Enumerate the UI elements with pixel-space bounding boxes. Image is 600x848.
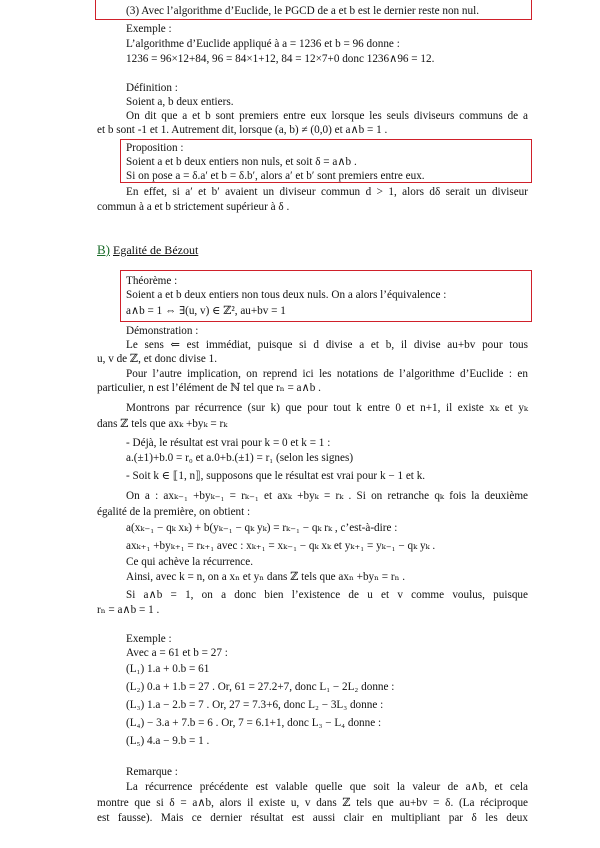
text-line: et b sont -1 et 1. Autrement dit, lorsque (a, b) ≠ (0,0) et a∧b = 1 .	[97, 124, 388, 136]
text-line: (L₄) − 3.a + 7.b = 6 . Or, 7 = 6.1+1, donc L₃ − L₄ donne :	[126, 717, 382, 729]
text-line: Si on pose a = δ.a′ et b = δ.b′, alors a′ et b′ sont premiers entre eux.	[126, 170, 425, 182]
text-line: Pour l’autre implication, on reprend ici les notations de l’algorithme d’Euclide : en	[126, 368, 528, 380]
text-line: 1236 = 96×12+84, 96 = 84×1+12, 84 = 12×7+0 donc 1236∧96 = 12.	[126, 53, 435, 65]
text-line: Théorème :	[126, 275, 178, 287]
text-line: On dit que a et b sont premiers entre eux lorsque les seuls diviseurs communs de a	[126, 110, 528, 122]
text-line: commun à a et b strictement supérieur à δ .	[97, 201, 290, 213]
text-line: Avec a = 61 et b = 27 :	[126, 647, 228, 659]
text-line: La récurrence précédente est valable quelle que soit la valeur de a∧b, et cela	[126, 781, 528, 793]
text-line: a∧b = 1 ⇔ ∃(u, v) ∈ ℤ², au+bv = 1	[126, 305, 286, 317]
section-heading	[97, 243, 198, 257]
section-title: Egalité de Bézout	[113, 243, 199, 257]
text-line: (L₃) 1.a − 2.b = 7 . Or, 27 = 7.3+6, donc L₂ − 3L₃ donne :	[126, 699, 384, 711]
text-line: (L₂) 0.a + 1.b = 27 . Or, 61 = 27.2+7, donc L₁ − 2L₂ donne :	[126, 681, 395, 693]
text-line: Si a∧b = 1, on a donc bien l’existence de u et v comme voulus, puisque	[126, 589, 528, 601]
text-line: a(xₖ₋₁ − qₖ xₖ) + b(yₖ₋₁ − qₖ yₖ) = rₖ₋₁ − qₖ rₖ , c’est-à-dire :	[126, 522, 398, 534]
text-line: En effet, si a′ et b′ avaient un diviseur commun d > 1, alors dδ serait un diviseur	[126, 186, 528, 198]
text-line: Définition :	[126, 82, 178, 94]
text-line: Soient a et b deux entiers non tous deux nuls. On a alors l’équivalence :	[126, 289, 447, 301]
text-line: égalité de la première, on obtient :	[97, 506, 251, 518]
text-line: axₖ₊₁ +byₖ₊₁ = rₖ₊₁ avec : xₖ₊₁ = xₖ₋₁ − qₖ xₖ et yₖ₊₁ = yₖ₋₁ − qₖ yₖ .	[126, 540, 436, 552]
text-line: Exemple :	[126, 23, 172, 35]
text-line: Le sens ⇐ est immédiat, puisque si d divise a et b, il divise au+bv pour tous	[126, 339, 528, 351]
text-line: Démonstration :	[126, 325, 199, 337]
text-line: montre que si δ = a∧b, alors il existe u, v dans ℤ tels que au+bv = δ. (La réciproque	[97, 797, 528, 809]
text-line: L’algorithme d’Euclide appliqué à a = 1236 et b = 96 donne :	[126, 38, 400, 50]
text-line: Proposition :	[126, 142, 184, 154]
text-line: (3) Avec l’algorithme d’Euclide, le PGCD de a et b est le dernier reste non nul.	[126, 5, 480, 17]
text-line: Ainsi, avec k = n, on a xₙ et yₙ dans ℤ tels que axₙ +byₙ = rₙ .	[126, 571, 406, 583]
text-line: Soient a et b deux entiers non nuls, et soit δ = a∧b .	[126, 156, 357, 168]
text-line: rₙ = a∧b = 1 .	[97, 604, 160, 616]
text-line: - Soit k ∈ ⟦1, n⟧, supposons que le résultat est vrai pour k − 1 et k.	[126, 470, 426, 482]
text-line: (L₁) 1.a + 0.b = 61	[126, 663, 210, 675]
text-line: Soient a, b deux entiers.	[126, 96, 234, 108]
text-line: dans ℤ tels que axₖ +byₖ = rₖ	[97, 418, 228, 430]
text-line: a.(±1)+b.0 = r₀ et a.0+b.(±1) = r₁ (selon les signes)	[126, 452, 354, 464]
text-line: Remarque :	[126, 766, 178, 778]
text-line: est fausse). Mais ce dernier résultat est aussi clair en multipliant par δ les deux	[97, 812, 528, 824]
text-line: Montrons par récurrence (sur k) que pour tout k entre 0 et n+1, il existe xₖ et yₖ	[126, 402, 528, 414]
text-line: On a : axₖ₋₁ +byₖ₋₁ = rₖ₋₁ et axₖ +byₖ = rₖ . Si on retranche qₖ fois la deuxième	[126, 490, 528, 502]
text-line: particulier, n est l’élément de ℕ tel que rₙ = a∧b .	[97, 382, 321, 394]
text-line: Exemple :	[126, 633, 172, 645]
text-line: - Déjà, le résultat est vrai pour k = 0 et k = 1 :	[126, 437, 331, 449]
text-line: (L₅) 4.a − 9.b = 1 .	[126, 735, 210, 747]
text-line: Ce qui achève la récurrence.	[126, 556, 254, 568]
text-line: u, v de ℤ, et donc divise 1.	[97, 353, 218, 365]
section-letter: B)	[97, 242, 110, 257]
